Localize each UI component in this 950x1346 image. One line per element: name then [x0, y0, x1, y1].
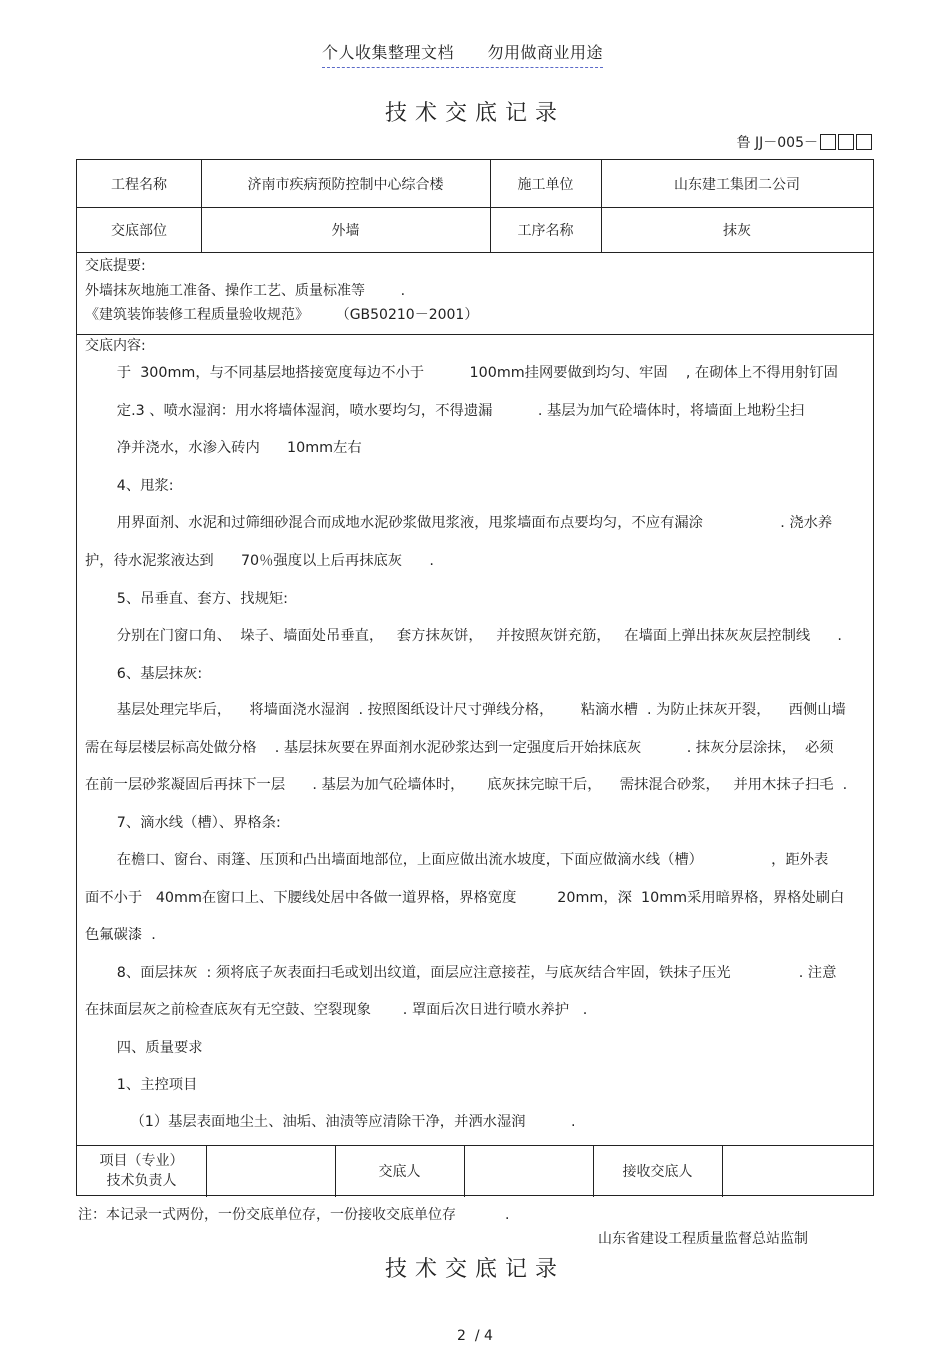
content-line: 在抹面层灰之前检查底灰有无空鼓、空裂现象 . 罩面后次日进行喷水养护 .: [85, 1002, 588, 1018]
content-line: 6、基层抹灰:: [85, 666, 203, 682]
content-line: 在前一层砂浆凝固后再抹下一层 . 基层为加气砼墙体时， 底灰抹完晾干后， 需抹混合砂浆， 并用木抹子扫毛 .: [85, 777, 848, 793]
content-line: 净并浇水，水渗入砖内 10mm左右: [85, 440, 362, 456]
table-divider: [77, 334, 873, 335]
disclosure-location-label: 交底部位: [111, 222, 167, 239]
content-line: 需在每层楼层标高处做分格 . 基层抹灰要在界面剂水泥砂浆达到一定强度后开始抹底灰 . 抹灰分层涂抹， 必须: [85, 740, 834, 756]
page-number: 2 / 4: [457, 1328, 493, 1344]
content-line: 分别在门窗口角、 垛子、墙面处吊垂直， 套方抹灰饼， 并按照灰饼充筋， 在墙面上弹出抹灰灰层控制线 .: [85, 628, 842, 644]
content-line: 8、面层抹灰 : 须将底子灰表面扫毛或划出纹道，面层应注意接茬，与底灰结合牢固，铁抹子压光 . 注意: [85, 965, 837, 981]
content-line: 定.3 、喷水湿润：用水将墙体湿润，喷水要均匀，不得遗漏 . 基层为加气砼墙体时，将墙面上地粉尘扫: [85, 403, 805, 419]
page-title: 技术交底记录: [384, 101, 565, 126]
content-line: 在檐口、窗台、雨篷、压顶和凸出墙面地部位，上面应做出流水坡度，下面应做滴水线（槽） ，距外表: [85, 852, 829, 868]
content-line: 1、主控项目: [85, 1077, 198, 1093]
content-line: 护，待水泥浆液达到 70％强度以上后再抹底灰 .: [85, 553, 434, 569]
form-number-box-1: [820, 134, 836, 150]
process-name-label: 工序名称: [517, 222, 574, 239]
content-line: 5、吊垂直、套方、找规矩:: [85, 591, 288, 607]
content-line: 于 300mm，与不同基层地搭接宽度每边不小于 100mm挂网要做到均匀、牢固 , 在砌体上不得用射钉固: [85, 365, 838, 381]
content-line: 色氟碳漆 .: [85, 927, 156, 943]
technical-lead-label-line2: 技术负责人: [106, 1173, 177, 1189]
form-number-box-3: [856, 134, 872, 150]
summary-line: 《建筑装饰装修工程质量验收规范》 （GB50210－2001）: [85, 307, 479, 323]
project-name-value: 济南市疾病预防控制中心综合楼: [247, 176, 444, 193]
contractor-value: 山东建工集团二公司: [674, 176, 800, 193]
summary-label: 交底提要:: [85, 258, 146, 274]
content-line: 用界面剂、水泥和过筛细砂混合而成地水泥砂浆做甩浆液，甩浆墙面布点要均匀，不应有漏涂 . 浇水养: [85, 515, 833, 531]
supervisor-text: 山东省建设工程质量监督总站监制: [598, 1231, 808, 1247]
receiver-signature[interactable]: [722, 1145, 873, 1197]
technical-lead-signature[interactable]: [206, 1145, 335, 1197]
form-number-box-2: [838, 134, 854, 150]
content-line: 基层处理完毕后， 将墙面浇水湿润 . 按照图纸设计尺寸弹线分格， 粘滴水槽 . 为防止抹灰开裂， 西侧山墙: [85, 702, 846, 718]
content-line: （1）基层表面地尘土、油垢、油渍等应清除干净，并洒水湿润 .: [85, 1114, 576, 1130]
receiver-label: 接收交底人: [622, 1164, 693, 1180]
record-note: 注：本记录一式两份，一份交底单位存，一份接收交底单位存 .: [78, 1207, 510, 1223]
content-label: 交底内容:: [85, 338, 146, 354]
project-name-label: 工程名称: [111, 176, 167, 193]
page-title-repeat: 技术交底记录: [384, 1257, 565, 1282]
content-line: 面不小于 40mm在窗口上、下腰线处居中各做一道界格，界格宽度 20mm，深 10mm采用暗界格，界格处刷白: [85, 890, 845, 906]
contractor-label: 施工单位: [517, 176, 574, 193]
disclosure-location-value: 外墙: [331, 222, 360, 239]
record-table: [76, 159, 874, 1196]
form-number-text: 鲁 JJ－005－: [736, 135, 818, 151]
content-line: 7、滴水线（槽）、界格条:: [85, 815, 281, 831]
discloser-signature[interactable]: [464, 1145, 593, 1197]
table-divider: [77, 252, 873, 253]
content-line: 4、甩浆:: [85, 478, 174, 494]
discloser-label: 交底人: [378, 1164, 421, 1180]
summary-line: 外墙抹灰地施工准备、操作工艺、质量标准等 .: [85, 283, 406, 299]
process-name-value: 抹灰: [723, 222, 751, 239]
document-header: 个人收集整理文档 勿用做商业用途: [322, 40, 603, 68]
technical-lead-label-line1: 项目（专业）: [99, 1153, 184, 1169]
technical-lead-label: [77, 1145, 206, 1197]
content-line: 四、质量要求: [85, 1040, 203, 1056]
form-number: [737, 132, 872, 152]
